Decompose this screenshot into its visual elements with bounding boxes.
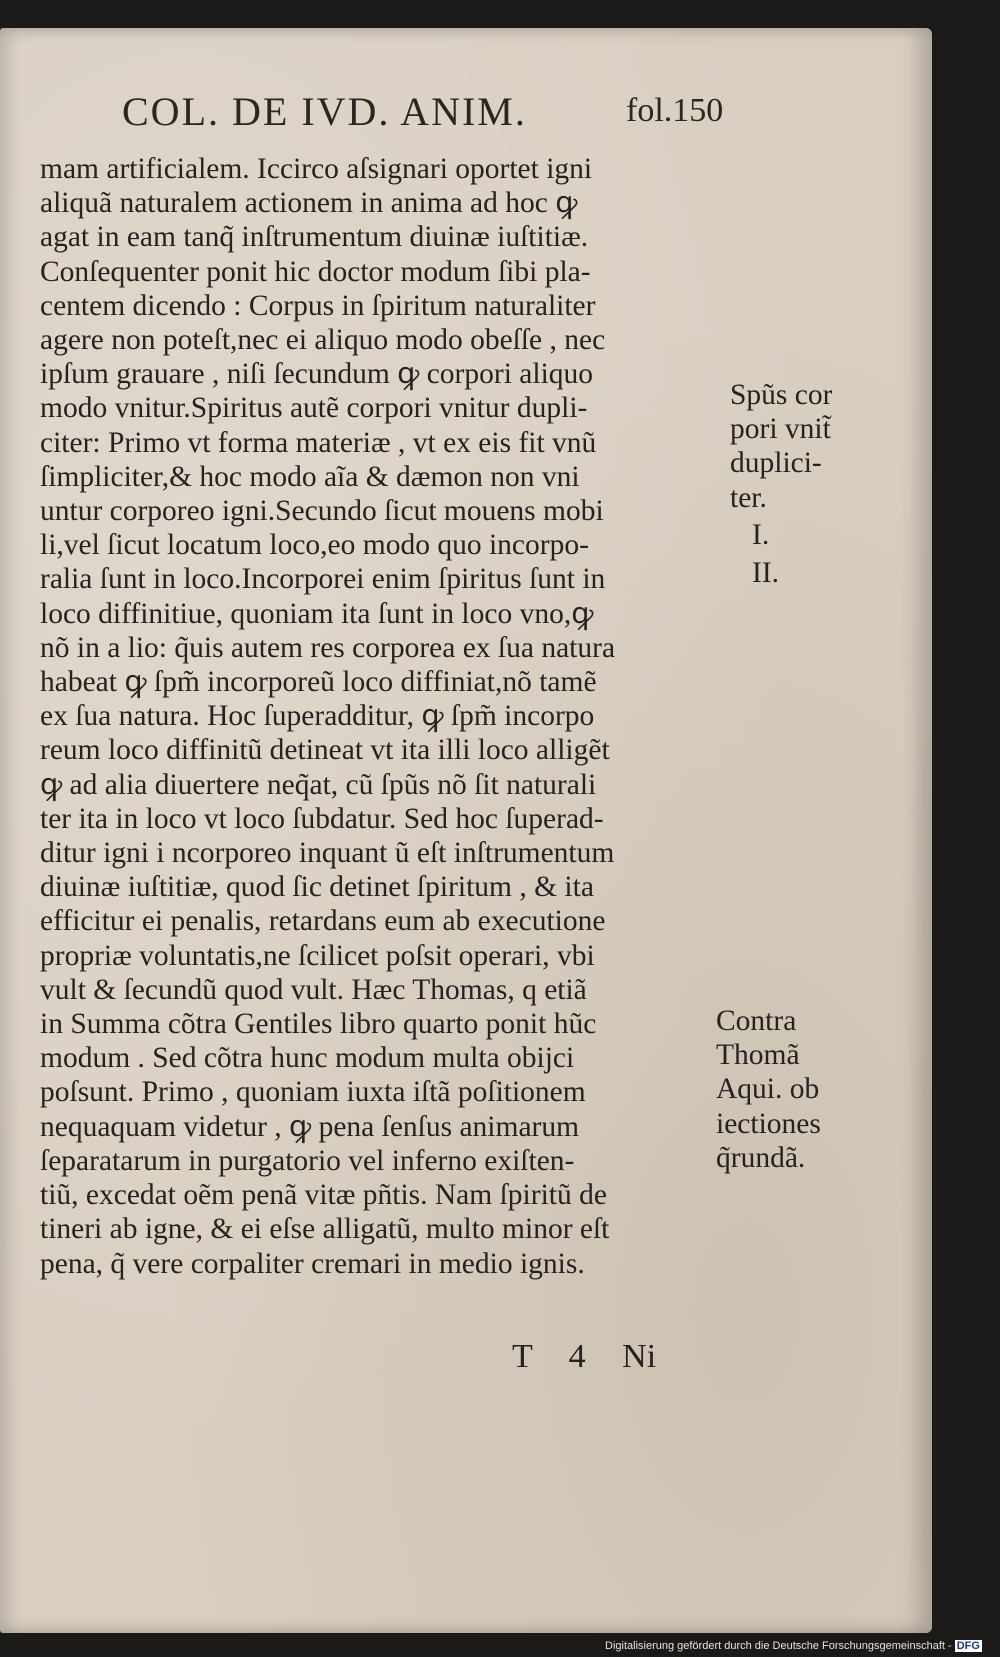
text-line: ꝙ ad alia diuertere neq̃at, cũ ſpũs nõ ſit naturali: [40, 768, 597, 801]
text-line: ſeparatarum in purgatorio vel inferno exiſten-: [40, 1144, 575, 1177]
text-line: nõ in a lio: q̃uis autem res corporea ex ſua natura: [40, 631, 616, 664]
text-line: tineri ab igne, & ei eſse alligatũ, multo minor eſt: [40, 1213, 610, 1246]
text-line: aliquã naturalem actionem in anima ad hoc ꝙ: [40, 187, 578, 220]
margin-line: Aqui. ob: [716, 1073, 820, 1106]
margin-line: iectiones: [716, 1107, 821, 1140]
margin-line: Thomã: [716, 1039, 800, 1072]
text-line: in Summa cõtra Gentiles libro quarto ponit hũc: [40, 1008, 597, 1041]
folio-number: fol.150: [626, 92, 724, 129]
margin-note-contra-thomam: [716, 1004, 821, 1175]
text-line: reum loco diffinitũ detineat vt ita illi loco alligẽt: [40, 734, 610, 767]
text-line: ſimpliciter,& hoc modo aĩa & dæmon non vni: [40, 460, 580, 493]
text-line: mam artificialem. Iccirco aſsignari oportet igni: [40, 153, 593, 185]
text-line: tiũ, excedat oẽm penã vitæ pñtis. Nam ſpiritũ de: [40, 1179, 607, 1212]
text-line: modo vnitur.Spiritus autẽ corpori vnitur dupli-: [40, 392, 588, 425]
text-line: li,vel ſicut locatum loco,eo modo quo incorpo-: [40, 529, 589, 562]
margin-note-first: I.: [752, 519, 770, 551]
text-line: propriæ voluntatis,ne ſcilicet poſsit operari, vbi: [40, 939, 595, 972]
margin-note-spus-corpori: [730, 378, 832, 515]
catchword: Ni: [622, 1338, 657, 1375]
credit-text: Digitalisierung gefördert durch die Deutsche Forschungsgemeinschaft -: [605, 1640, 952, 1652]
text-line: ex ſua natura. Hoc ſuperadditur, ꝙ ſpm̃ incorpo: [40, 700, 595, 733]
text-line: poſsunt. Primo , quoniam iuxta iſtã poſitionem: [40, 1076, 586, 1109]
text-line: citer: Primo vt forma materiæ , vt ex eis fit vnũ: [40, 426, 597, 459]
text-line: ter ita in loco vt loco ſubdatur. Sed hoc ſuperad-: [40, 802, 604, 835]
text-line: ditur igni i ncorporeo inquant ũ eſt inſtrumentum: [40, 837, 615, 870]
margin-note-second: II.: [752, 557, 780, 589]
text-line: vult & ſecundũ quod vult. Hæc Thomas, q etiã: [40, 973, 587, 1006]
text-line: loco diffinitiue, quoniam ita ſunt in loco vno,ꝙ: [40, 597, 594, 630]
margin-line: Spũs cor: [730, 379, 833, 411]
text-line: agere non poteſt,nec ei aliquo modo obeſſe , nec: [40, 324, 606, 357]
running-head: COL. DE IVD. ANIM.: [122, 89, 527, 134]
digitization-credit: [605, 1640, 982, 1652]
margin-line: ter.: [730, 481, 767, 514]
text-line: ralia ſunt in loco.Incorporei enim ſpiritus ſunt in: [40, 563, 606, 596]
text-line: efficitur ei penalis, retardans eum ab executione: [40, 905, 606, 938]
text-line: diuinæ iuſtitiæ, quod ſic detinet ſpiritum , & ita: [40, 871, 594, 904]
margin-line: duplici-: [730, 447, 822, 480]
text-line: agat in eam tanq̃ inſtrumentum diuinæ iuſtitiæ.: [40, 221, 589, 254]
text-line: nequaquam videtur , ꝙ pena ſenſus animarum: [40, 1110, 580, 1143]
signature-mark: T 4: [512, 1338, 586, 1375]
text-line: untur corporeo igni.Secundo ſicut mouens mobi: [40, 495, 604, 528]
margin-line: pori vnit̃: [730, 413, 831, 446]
text-line: habeat ꝙ ſpm̃ incorporeũ loco diffiniat,nõ tamẽ: [40, 666, 597, 699]
margin-line: q̃rundã.: [716, 1141, 806, 1174]
text-line: ipſum grauare , niſi ſecundum ꝙ corpori aliquo: [40, 358, 594, 391]
dfg-logo: DFG: [956, 1640, 980, 1652]
body-text: [40, 152, 730, 1281]
text-line: modum . Sed cõtra hunc modum multa obijci: [40, 1042, 575, 1075]
margin-line: Contra: [716, 1005, 797, 1037]
text-line: Conſequenter ponit hic doctor modum ſibi pla-: [40, 255, 591, 288]
signature-line: [512, 1338, 656, 1376]
text-line: centem dicendo : Corpus in ſpiritum naturaliter: [40, 289, 596, 322]
text-line: pena, q̃ vere corpaliter cremari in medio ignis.: [40, 1247, 585, 1280]
